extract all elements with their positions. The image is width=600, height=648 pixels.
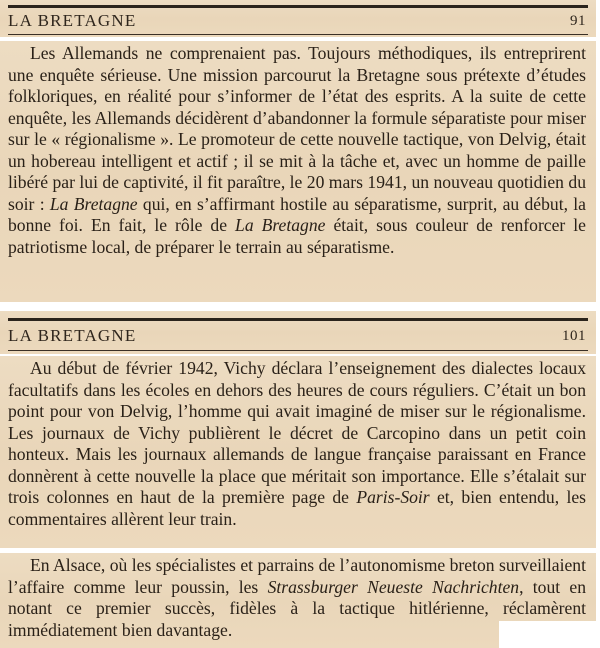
running-head-title: LA BRETAGNE: [8, 11, 137, 30]
page-number: 101: [562, 328, 586, 344]
text-run: Au début de février 1942, Vichy déclara l’enseignement des dialectes locaux facultatifs dans les écoles en dehors des heures de cours réguliers. C’était un bon point pour von Delvig, l’homme qui avait imaginé de miser sur le régionalisme. Les journaux de Vichy publièrent le décret de Carcopino dans un petit coin honteux. Mais les journaux allemands de langue française paraissant en France donnèrent à cette nouvelle la place que méritait son importance. Elle s’étalait sur trois colonnes en haut de la première page de: [8, 358, 586, 507]
text-run: et, bien entendu, les commentaires allèrent leur train.: [8, 487, 586, 529]
page-number: 91: [570, 13, 586, 29]
newspaper-title: Strassburger Neueste Nachrichten: [267, 576, 520, 597]
header-rule-top: [8, 5, 588, 8]
newspaper-title: La Bretagne: [235, 215, 326, 235]
text-run: était, sous couleur de renforcer le patriotisme local, de préparer le terrain au séparatisme.: [8, 215, 586, 257]
text-run: Les Allemands ne comprenaient pas. Toujours méthodiques, ils entreprirent une enquête sérieuse. Une mission parcourut la Bretagne sous prétexte d’études folkloriques, en réalité pour s’informer de l’état des esprits. A la suite de cette enquête, les Allemands décidèrent d’abandonner la formule séparatiste pour miser sur le « régionalisme ». Le promoteur de cette nouvelle tactique, von Delvig, était un hobereau intelligent et actif ; il se mit à la tâche et, avec un homme de paille libéré par lui de captivité, il fit paraître, le 20 mars 1941, un nouveau quotidien du soir :: [8, 43, 586, 214]
header-rule-bottom: [8, 350, 588, 351]
header-rule-bottom: [8, 34, 588, 35]
blank-corner: [499, 621, 596, 648]
paragraph: [8, 358, 586, 530]
running-head-title: LA BRETAGNE: [8, 326, 137, 345]
text-run: qui, en s’affirmant hostile au séparatisme, surprit, au début, la bonne foi. En fait, le rôle de: [8, 193, 586, 235]
text-run: En Alsace, où les spécialistes et parrains de l’autonomisme breton surveillaient l’affaire comme leur poussin, les: [8, 555, 586, 597]
page-91-body: [0, 41, 596, 302]
newspaper-title: Paris-Soir: [356, 487, 430, 507]
page-101-body-2: [0, 553, 596, 648]
running-head-91: [0, 0, 596, 37]
header-rule-top: [8, 318, 588, 321]
text-run: , tout en notant ce premier succès, fidèles à la tactique hitlérienne, réclamèrent immédiatement bien davantage.: [8, 576, 587, 640]
running-head-101: [0, 311, 596, 354]
page-101-body-1: [0, 356, 596, 548]
paragraph: [8, 43, 586, 258]
newspaper-title: La Bretagne: [49, 193, 138, 214]
